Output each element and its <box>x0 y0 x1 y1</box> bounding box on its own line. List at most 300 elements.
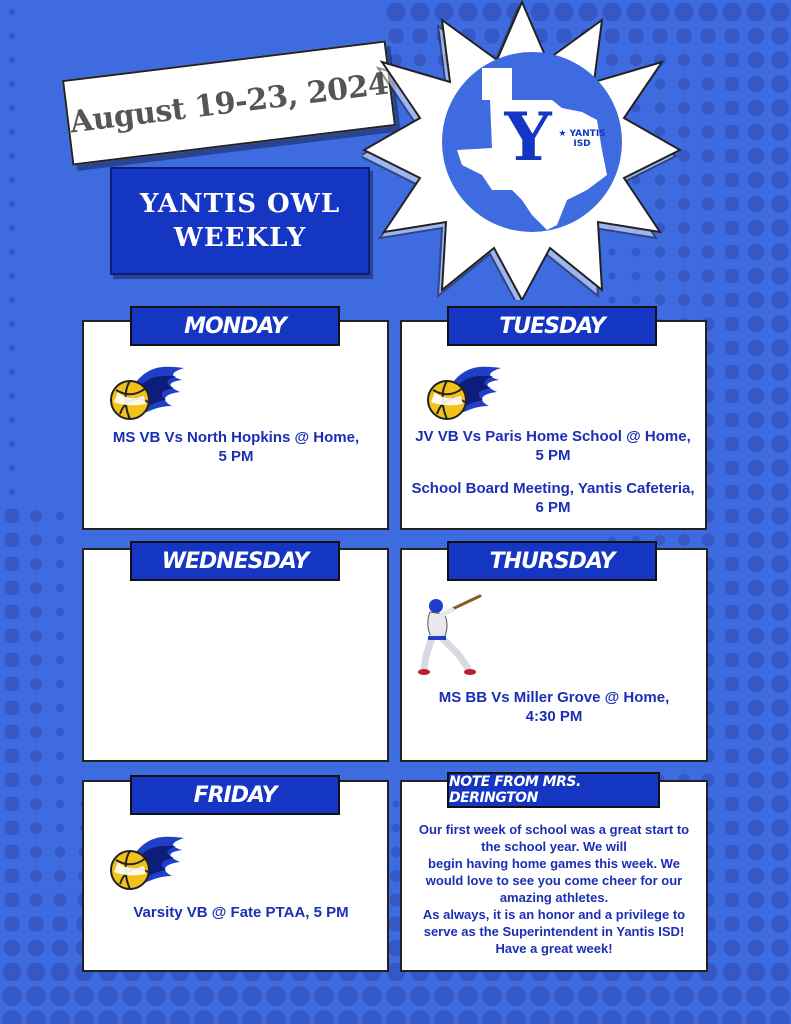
halftone-dot <box>748 556 764 572</box>
halftone-dot <box>746 1010 766 1024</box>
halftone-dot <box>9 201 15 207</box>
halftone-dot <box>771 555 789 573</box>
halftone-dot <box>748 412 764 428</box>
halftone-dot <box>386 986 406 1006</box>
halftone-dot <box>725 653 740 668</box>
newsletter-title-box <box>110 167 370 275</box>
halftone-dot <box>54 870 66 882</box>
note-line: Our first week of school was a great start to <box>418 822 690 837</box>
wednesday-tab: WEDNESDAY <box>130 541 340 581</box>
halftone-dot <box>362 1010 382 1024</box>
halftone-dot <box>146 986 166 1006</box>
halftone-dot <box>701 125 714 138</box>
halftone-dot <box>723 3 742 22</box>
halftone-dot <box>242 1010 262 1024</box>
halftone-dot <box>650 986 670 1006</box>
halftone-dot <box>602 986 622 1006</box>
halftone-dot <box>701 173 714 186</box>
halftone-dot <box>701 221 714 234</box>
halftone-dot <box>170 1010 190 1024</box>
halftone-dot <box>725 557 740 572</box>
halftone-dot <box>748 316 764 332</box>
halftone-dot <box>748 52 764 68</box>
halftone-dot <box>56 656 64 664</box>
halftone-dot <box>725 341 740 356</box>
halftone-dot <box>338 986 358 1006</box>
thursday-tab: THURSDAY <box>447 541 657 581</box>
halftone-dot <box>722 986 742 1006</box>
halftone-dot <box>9 273 15 279</box>
halftone-dot <box>725 845 740 860</box>
halftone-dot <box>5 845 20 860</box>
halftone-dot <box>30 726 42 738</box>
halftone-dot <box>748 844 764 860</box>
halftone-dot <box>748 772 764 788</box>
halftone-dot <box>700 28 715 43</box>
halftone-dot <box>771 771 789 789</box>
halftone-dot <box>290 1010 310 1024</box>
halftone-dot <box>701 53 714 66</box>
halftone-dot <box>52 916 67 931</box>
halftone-dot <box>771 411 789 429</box>
halftone-dot <box>9 465 15 471</box>
halftone-dot <box>482 986 502 1006</box>
halftone-dot <box>771 27 789 45</box>
halftone-dot <box>626 1010 646 1024</box>
note-line: serve as the Superintendent in Yantis ISD! <box>423 924 685 939</box>
halftone-dot <box>9 177 15 183</box>
halftone-dot <box>748 124 764 140</box>
halftone-dot <box>701 77 714 90</box>
halftone-dot <box>50 1010 70 1024</box>
halftone-dot <box>748 892 764 908</box>
halftone-dot <box>27 963 45 981</box>
halftone-dot <box>771 531 789 549</box>
halftone-dot <box>748 940 765 957</box>
halftone-dot <box>9 393 15 399</box>
halftone-dot <box>242 986 262 1006</box>
halftone-dot <box>725 293 740 308</box>
halftone-dot <box>50 986 70 1006</box>
halftone-dot <box>748 364 764 380</box>
halftone-dot <box>770 986 790 1006</box>
halftone-dot <box>771 795 789 813</box>
thursday-event-1-time: 4:30 PM <box>525 708 583 725</box>
halftone-dot <box>725 173 740 188</box>
halftone-dot <box>9 345 15 351</box>
halftone-dot <box>725 125 740 140</box>
halftone-dot <box>724 28 739 43</box>
halftone-dot <box>290 986 310 1006</box>
halftone-dot <box>725 509 740 524</box>
halftone-dot <box>28 940 45 957</box>
halftone-dot <box>725 701 740 716</box>
halftone-dot <box>9 417 15 423</box>
halftone-dot <box>9 57 15 63</box>
halftone-dot <box>30 654 42 666</box>
halftone-dot <box>748 916 764 932</box>
halftone-dot <box>674 986 694 1006</box>
halftone-dot <box>701 269 714 282</box>
halftone-dot <box>747 3 766 22</box>
halftone-dot <box>506 1010 526 1024</box>
halftone-dot <box>771 603 789 621</box>
halftone-dot <box>748 820 764 836</box>
halftone-dot <box>723 963 741 981</box>
monday-event-1-time: 5 PM <box>218 448 254 465</box>
halftone-dot <box>530 1010 550 1024</box>
halftone-dot <box>554 1010 574 1024</box>
halftone-dot <box>771 459 789 477</box>
halftone-dot <box>724 940 741 957</box>
halftone-dot <box>28 916 43 931</box>
halftone-dot <box>698 986 718 1006</box>
monday-tab: MONDAY <box>130 306 340 346</box>
halftone-dot <box>771 123 789 141</box>
halftone-dot <box>5 725 20 740</box>
halftone-dot <box>9 489 15 495</box>
halftone-dot <box>56 680 64 688</box>
logo-letter: Y <box>504 98 552 176</box>
halftone-dot <box>771 243 789 261</box>
halftone-dot <box>725 725 740 740</box>
halftone-dot <box>771 723 789 741</box>
halftone-dot <box>771 3 790 22</box>
halftone-dot <box>725 101 740 116</box>
halftone-dot <box>725 581 740 596</box>
halftone-dot <box>30 702 42 714</box>
halftone-dot <box>771 339 789 357</box>
halftone-dot <box>725 605 740 620</box>
halftone-dot <box>434 1010 454 1024</box>
halftone-dot <box>122 1010 142 1024</box>
halftone-dot <box>9 249 15 255</box>
halftone-dot <box>771 843 789 861</box>
note-line: would love to see you come cheer for our <box>425 873 683 888</box>
halftone-dot <box>9 441 15 447</box>
halftone-dot <box>699 3 718 22</box>
halftone-dot <box>725 797 740 812</box>
halftone-dot <box>771 963 789 981</box>
halftone-dot <box>314 1010 334 1024</box>
halftone-dot <box>55 847 65 857</box>
halftone-dot <box>725 533 740 548</box>
halftone-dot <box>725 437 740 452</box>
halftone-dot <box>56 608 64 616</box>
halftone-dot <box>725 269 740 284</box>
halftone-dot <box>724 916 739 931</box>
halftone-dot <box>626 986 646 1006</box>
halftone-dot <box>5 749 20 764</box>
halftone-dot <box>748 196 764 212</box>
halftone-dot <box>725 197 740 212</box>
halftone-dot <box>678 534 690 546</box>
note-line: Have a great week! <box>495 941 613 956</box>
halftone-dot <box>748 388 764 404</box>
halftone-dot <box>266 1010 286 1024</box>
halftone-dot <box>26 986 46 1006</box>
halftone-dot <box>56 800 64 808</box>
halftone-dot <box>56 584 64 592</box>
halftone-dot <box>725 365 740 380</box>
halftone-dot <box>725 893 740 908</box>
halftone-dot <box>578 1010 598 1024</box>
halftone-dot <box>698 1010 718 1024</box>
halftone-dot <box>30 846 42 858</box>
halftone-dot <box>458 1010 478 1024</box>
halftone-dot <box>748 700 764 716</box>
halftone-dot <box>748 148 764 164</box>
halftone-dot <box>771 291 789 309</box>
halftone-dot <box>74 1010 94 1024</box>
halftone-dot <box>771 867 789 885</box>
yantis-texas-logo-icon <box>362 0 682 300</box>
title-line-2: WEEKLY <box>173 223 307 253</box>
halftone-dot <box>30 870 42 882</box>
halftone-dot <box>5 773 20 788</box>
halftone-dot <box>725 869 740 884</box>
halftone-dot <box>482 1010 502 1024</box>
halftone-dot <box>30 534 42 546</box>
halftone-dot <box>2 1010 22 1024</box>
halftone-dot <box>748 340 764 356</box>
note-tab: NOTE FROM MRS. DERINGTON <box>447 772 660 808</box>
halftone-dot <box>5 581 20 596</box>
halftone-dot <box>701 293 714 306</box>
halftone-dot <box>701 245 714 258</box>
tuesday-event-2-time: 6 PM <box>535 499 571 516</box>
halftone-dot <box>701 101 714 114</box>
halftone-dot <box>146 1010 166 1024</box>
halftone-dot <box>771 51 789 69</box>
halftone-dot <box>748 436 764 452</box>
halftone-dot <box>362 986 382 1006</box>
halftone-dot <box>748 76 764 92</box>
halftone-dot <box>725 53 740 68</box>
halftone-dot <box>771 219 789 237</box>
halftone-dot <box>52 940 69 957</box>
halftone-dot <box>771 819 789 837</box>
halftone-dot <box>748 724 764 740</box>
halftone-dot <box>29 893 43 907</box>
halftone-dot <box>30 774 42 786</box>
volleyball-icon <box>106 362 188 422</box>
halftone-dot <box>748 604 764 620</box>
halftone-dot <box>218 986 238 1006</box>
halftone-dot <box>56 704 64 712</box>
halftone-dot <box>771 171 789 189</box>
halftone-dot <box>771 147 789 165</box>
halftone-dot <box>771 195 789 213</box>
title-line-1: YANTIS OWL <box>139 189 341 219</box>
tuesday-event-1-time: 5 PM <box>535 447 571 464</box>
halftone-dot <box>748 676 764 692</box>
halftone-dot <box>748 868 764 884</box>
halftone-dot <box>725 221 740 236</box>
halftone-dot <box>74 986 94 1006</box>
halftone-dot <box>386 1010 406 1024</box>
halftone-dot <box>771 315 789 333</box>
halftone-dot <box>5 557 20 572</box>
halftone-dot <box>30 798 42 810</box>
halftone-dot <box>458 986 478 1006</box>
halftone-dot <box>5 701 20 716</box>
halftone-dot <box>701 197 714 210</box>
halftone-dot <box>30 558 42 570</box>
halftone-dot <box>9 321 15 327</box>
halftone-dot <box>771 747 789 765</box>
halftone-dot <box>725 773 740 788</box>
halftone-dot <box>56 512 64 520</box>
halftone-dot <box>53 893 67 907</box>
halftone-dot <box>2 986 22 1006</box>
halftone-dot <box>266 986 286 1006</box>
note-line: amazing athletes. <box>499 890 609 905</box>
halftone-dot <box>314 986 334 1006</box>
halftone-dot <box>9 81 15 87</box>
halftone-dot <box>771 435 789 453</box>
monday-event-1: MS VB Vs North Hopkins @ Home, <box>112 429 360 446</box>
halftone-dot <box>771 675 789 693</box>
halftone-dot <box>748 172 764 188</box>
halftone-dot <box>748 484 764 500</box>
halftone-dot <box>725 461 740 476</box>
halftone-dot <box>5 797 20 812</box>
halftone-dot <box>771 99 789 117</box>
halftone-dot <box>748 580 764 596</box>
halftone-dot <box>30 750 42 762</box>
halftone-dot <box>748 748 764 764</box>
halftone-dot <box>51 963 69 981</box>
halftone-dot <box>771 267 789 285</box>
halftone-dot <box>725 149 740 164</box>
halftone-dot <box>56 824 65 833</box>
halftone-dot <box>748 220 764 236</box>
halftone-dot <box>26 1010 46 1024</box>
halftone-dot <box>722 1010 742 1024</box>
logo-isd-text: ISD <box>573 139 591 149</box>
halftone-dot <box>3 963 21 981</box>
halftone-dot <box>5 509 20 524</box>
halftone-dot <box>56 560 64 568</box>
halftone-dot <box>748 460 764 476</box>
halftone-dot <box>5 533 20 548</box>
halftone-dot <box>530 986 550 1006</box>
halftone-dot <box>771 651 789 669</box>
halftone-dot <box>748 652 764 668</box>
halftone-dot <box>748 244 764 260</box>
halftone-dot <box>725 317 740 332</box>
halftone-dot <box>771 387 789 405</box>
halftone-dot <box>748 796 764 812</box>
halftone-dot <box>9 105 15 111</box>
halftone-dot <box>771 363 789 381</box>
halftone-dot <box>9 153 15 159</box>
halftone-dot <box>410 986 430 1006</box>
halftone-dot <box>56 536 64 544</box>
halftone-dot <box>5 821 20 836</box>
halftone-dot <box>9 9 15 15</box>
halftone-dot <box>747 963 765 981</box>
halftone-dot <box>9 369 15 375</box>
halftone-dot <box>771 483 789 501</box>
halftone-dot <box>9 129 15 135</box>
halftone-dot <box>9 225 15 231</box>
halftone-dot <box>748 532 764 548</box>
halftone-dot <box>5 629 20 644</box>
halftone-dot <box>5 893 20 908</box>
halftone-dot <box>30 822 42 834</box>
logo-star-text: ★ YANTIS <box>558 129 606 139</box>
halftone-dot <box>725 245 740 260</box>
halftone-dot <box>748 100 764 116</box>
halftone-dot <box>650 1010 670 1024</box>
halftone-dot <box>578 986 598 1006</box>
halftone-dot <box>393 801 400 808</box>
halftone-dot <box>5 869 20 884</box>
halftone-dot <box>218 1010 238 1024</box>
halftone-dot <box>770 1010 790 1024</box>
halftone-dot <box>4 916 19 931</box>
halftone-dot <box>725 413 740 428</box>
halftone-dot <box>725 821 740 836</box>
halftone-dot <box>4 940 21 957</box>
halftone-dot <box>725 77 740 92</box>
halftone-dot <box>5 653 20 668</box>
halftone-dot <box>434 986 454 1006</box>
halftone-dot <box>30 678 42 690</box>
tuesday-event-2: School Board Meeting, Yantis Cafeteria, <box>411 480 695 497</box>
halftone-dot <box>771 507 789 525</box>
halftone-dot <box>725 389 740 404</box>
halftone-dot <box>701 533 714 546</box>
halftone-dot <box>194 986 214 1006</box>
halftone-dot <box>771 75 789 93</box>
halftone-dot <box>748 28 764 44</box>
halftone-dot <box>338 1010 358 1024</box>
halftone-dot <box>748 268 764 284</box>
date-range-text: August 19-23, 2024 <box>67 66 391 140</box>
halftone-dot <box>771 627 789 645</box>
halftone-dot <box>771 699 789 717</box>
halftone-dot <box>725 677 740 692</box>
halftone-dot <box>9 297 15 303</box>
halftone-dot <box>5 605 20 620</box>
friday-tab: FRIDAY <box>130 775 340 815</box>
halftone-dot <box>30 606 42 618</box>
halftone-dot <box>9 33 15 39</box>
halftone-dot <box>771 891 789 909</box>
halftone-dot <box>725 485 740 500</box>
halftone-dot <box>554 986 574 1006</box>
halftone-dot <box>170 986 190 1006</box>
tuesday-tab: TUESDAY <box>447 306 657 346</box>
volleyball-icon <box>106 832 188 892</box>
halftone-dot <box>410 1010 430 1024</box>
friday-event-1: Varsity VB @ Fate PTAA, 5 PM <box>133 904 349 921</box>
halftone-dot <box>56 752 64 760</box>
halftone-dot <box>771 915 789 933</box>
halftone-dot <box>771 939 789 957</box>
thursday-event-1: MS BB Vs Miller Grove @ Home, <box>438 689 670 706</box>
halftone-dot <box>122 986 142 1006</box>
halftone-dot <box>748 628 764 644</box>
halftone-dot <box>701 149 714 162</box>
note-line: As always, it is an honor and a privilege to <box>422 907 686 922</box>
halftone-dot <box>725 749 740 764</box>
halftone-dot <box>674 1010 694 1024</box>
halftone-dot <box>602 1010 622 1024</box>
